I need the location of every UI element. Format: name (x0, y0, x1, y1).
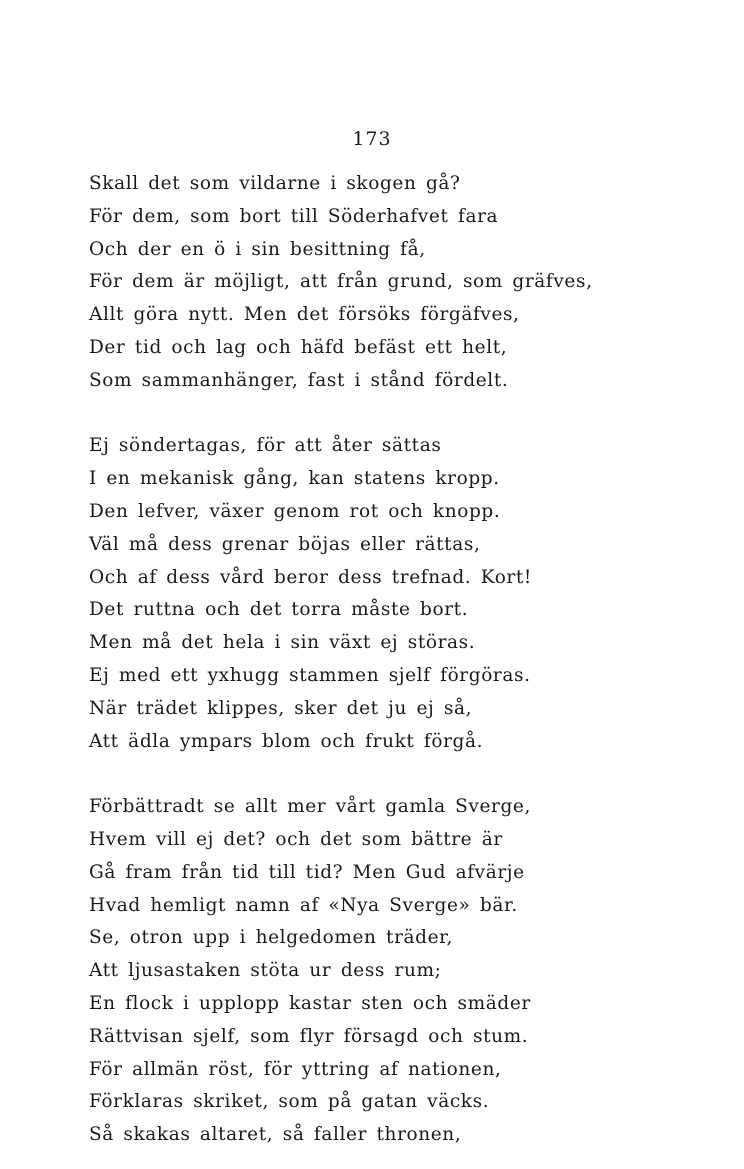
poem (89, 168, 709, 1152)
poem-line: Rättvisan sjelf, som flyr försagd och stum. (89, 1025, 529, 1047)
poem-line: En flock i upplopp kastar sten och smäder (89, 992, 531, 1014)
poem-line: Och der en ö i sin besittning få, (89, 238, 426, 260)
stanza-2 (89, 430, 709, 758)
poem-line: För dem är möjligt, att från grund, som gräfves, (89, 271, 593, 293)
poem-line: Det ruttna och det torra måste bort. (89, 599, 469, 621)
poem-line: Hvem vill ej det? och det som bättre är (89, 828, 503, 850)
poem-line: Den lefver, växer genom rot och knopp. (89, 500, 501, 522)
poem-line: Och af dess vård beror dess trefnad. Kort! (89, 566, 532, 588)
stanza-1 (89, 168, 709, 398)
poem-line: Som sammanhänger, fast i stånd fördelt. (89, 369, 509, 391)
stanza-3 (89, 791, 709, 1152)
poem-line: Att ljusastaken stöta ur dess rum; (89, 960, 442, 982)
poem-line: Ej söndertagas, för att åter sättas (89, 435, 442, 457)
poem-line: Gå fram från tid till tid? Men Gud afvärje (89, 861, 525, 883)
poem-line: Allt göra nytt. Men det försöks förgäfves, (89, 304, 520, 326)
poem-line: När trädet klippes, sker det ju ej så, (89, 697, 473, 719)
poem-line: Men må det hela i sin växt ej störas. (89, 632, 476, 654)
poem-line: Hvad hemligt namn af «Nya Sverge» bär. (89, 894, 518, 916)
poem-line: Väl må dess grenar böjas eller rättas, (89, 533, 481, 555)
poem-line: För allmän röst, för yttring af nationen, (89, 1058, 502, 1080)
poem-line: Ej med ett yxhugg stammen sjelf förgöras. (89, 664, 531, 686)
poem-line: Skall det som vildarne i skogen gå? (89, 173, 461, 194)
poem-line: Så skakas altaret, så faller thronen, (89, 1124, 462, 1146)
poem-line: Förbättradt se allt mer vårt gamla Sverge, (89, 796, 531, 818)
poem-line: Der tid och lag och häfd befäst ett helt, (89, 336, 508, 358)
poem-line: Se, otron upp i helgedomen träder, (89, 927, 454, 949)
poem-line: I en mekanisk gång, kan statens kropp. (89, 468, 500, 490)
poem-line: Att ädla ympars blom och frukt förgå. (89, 730, 484, 752)
stanza-break (89, 398, 709, 431)
stanza-break (89, 758, 709, 791)
poem-line: Förklaras skriket, som på gatan väcks. (89, 1091, 490, 1113)
poem-line: För dem, som bort till Söderhafvet fara (89, 205, 499, 227)
page-number: 173 (352, 128, 392, 150)
